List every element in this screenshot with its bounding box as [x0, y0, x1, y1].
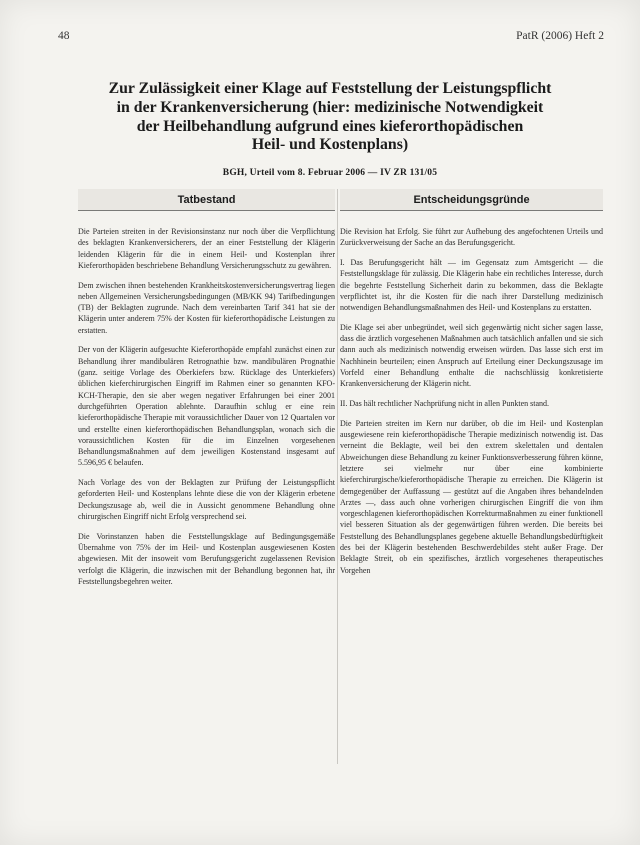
title-line: der Heilbehandlung aufgrund eines kieferorthopädischen	[136, 117, 524, 135]
journal-reference: PatR (2006) Heft 2	[516, 30, 604, 42]
page-number: 48	[58, 30, 70, 42]
section-heading-facts: Tatbestand	[78, 189, 335, 211]
title-line: Heil- und Kostenplans)	[251, 136, 409, 154]
column-divider	[337, 189, 338, 764]
article-title	[70, 80, 590, 155]
paragraph: Nach Vorlage des von der Beklagten zur Prüfung der Leistungspflicht geforderten Heil- und Kostenplans lehnte diese die von der Klägerin erbetene Deckungszusage ab, weil die in Aussicht genommene Behandlung ohne chirurgischen Eingriff nicht Erfolg versprechend sei.	[78, 478, 335, 521]
paragraph: II. Das hält rechtlicher Nachprüfung nicht in allen Punkten stand.	[340, 399, 550, 409]
section-heading-reasons: Entscheidungsgründe	[340, 189, 603, 211]
paragraph: Der von der Klägerin aufgesuchte Kieferorthopäde empfahl zunächst einen zur Behandlung ihrer mandibulären Retrognathie bzw. mandibulären Prognathie (ganz. seitige Vorlage des Oberkiefers bzw. Rücklage des Unterkiefers) üblichen kieferchirurgischen Eingriff im Rahmen einer so genannten KFO-KCH-Therapie, den sie aber wegen negativer Erfahrungen bei einer 2001 durchgeführten Operation ablehnte. Daraufhin schlug er eine rein kieferorthopädische Therapie mit voraussichtlicher Dauer von 12 Quartalen vor und erstellte einen kieferorthopädischen Behandlungsplan, wonach sich die voraussichtlichen Kosten für die im Einzelnen vorgesehenen Behandlungsmaßnahmen auf dem jeweiligen Kostenstand insgesamt auf 5.596,95 € belaufen.	[78, 345, 335, 468]
title-line: Zur Zulässigkeit einer Klage auf Feststellung der Leistungspflicht	[108, 80, 552, 97]
reasons-column	[340, 226, 603, 584]
paragraph: Die Revision hat Erfolg. Sie führt zur Aufhebung des angefochtenen Urteils und Zurückverweisung der Sache an das Berufungsgericht.	[340, 227, 603, 248]
paragraph: Die Parteien streiten in der Revisionsinstanz nur noch über die Verpflichtung des beklagten Krankenversicherers, der an einer Feststellung der Klägerin leidenden Klägerin für die in einem Heil- und Kostenplan ihrer Kieferorthopäden beschriebene Behandlung Versicherungsschutz zu gewähren.	[78, 227, 335, 270]
court-citation: BGH, Urteil vom 8. Februar 2006 — IV ZR 131/05	[222, 168, 438, 178]
paragraph: I. Das Berufungsgericht hält — im Gegensatz zum Amtsgericht — die Feststellungsklage für zulässig. Die Klägerin habe ein rechtliches Interesse, durch die begehrte Feststellung Sicherheit darin zu bekommen, dass die Beklagte verpflichtet ist, ihr die Kosten für die nach ihrer Darstellung medizinisch notwendigen Behandlungsmaßnahmen des Heil- und Kostenplans zu erstatten.	[340, 257, 603, 313]
title-line: in der Krankenversicherung (hier: medizinische Notwendigkeit	[116, 98, 544, 116]
paragraph: Die Klage sei aber unbegründet, weil sich gegenwärtig nicht sicher sagen lasse, dass die ärztlich vorgesehenen Maßnahmen auch tatsächlich anfallen und sie sich dann auch als medizinisch notwendig erweisen würden. Das lasse sich erst im Nachhinein beurteilen; einen Anspruch auf Erteilung einer Deckungszusage im Vorfeld einer Behandlung enthalte die nachschlüssig konkretisierte Krankenversicherung der Klägerin nicht.	[340, 322, 603, 389]
paragraph: Dem zwischen ihnen bestehenden Krankheitskostenversicherungsvertrag liegen neben Allgemeinen Versicherungsbedingungen (MB/KK 94) Tarifbedingungen (TB) der Beklagten zugrunde. Nach dem vereinbarten Tarif 341 hat sie der Klägerin unter anderem 75% der Kosten für kieferorthopädische Leistungen zu erstatten.	[78, 280, 335, 335]
paragraph: Die Parteien streiten im Kern nur darüber, ob die im Heil- und Kostenplan ausgewiesene rein kieferorthopädische Therapie medizinisch notwendig ist. Das verneint die Beklagte, weil bei den extrem skelettalen und dentalen Abweichungen diese Behandlung zu keiner Funktionsverbesserung führen könne, letztere sei vielmehr nur über eine kombinierte kieferchirurgische/kieferorthopädische Therapie zu erreichen. Die Klägerin ist demgegenüber der Auffassung — gestützt auf die Angaben ihres behandelnden Arztes —, dass auch ohne vorherigen chirurgischen Eingriff die von ihm vorgeschlagenen kieferorthopädischen Korrekturmaßnahmen zu einer funktionell viel besseren Situation als der gegenwärtigen führen werden. Die bereits bei Feststellung des Behandlungsplanes gegebene aktuelle Behandlungsbedürftigkeit des bei der Klägerin bestehenden Beschwerdebildes steht außer Frage. Der Beklagte Streit, ob ein spezifisches, ärztlich vorgesehenes therapeutisches Vorgehen	[340, 418, 603, 575]
facts-column	[78, 226, 335, 596]
paragraph: Die Vorinstanzen haben die Feststellungsklage auf Bedingungsgemäße Übernahme von 75% der im Heil- und Kostenplan ausgewiesenen Kosten abgewiesen. Mit der insoweit vom Berufungsgericht zugelassenen Revision verfolgt die Klägerin, die inzwischen mit der Behandlung begonnen hat, ihr Feststellungsbegehren weiter.	[78, 531, 335, 586]
